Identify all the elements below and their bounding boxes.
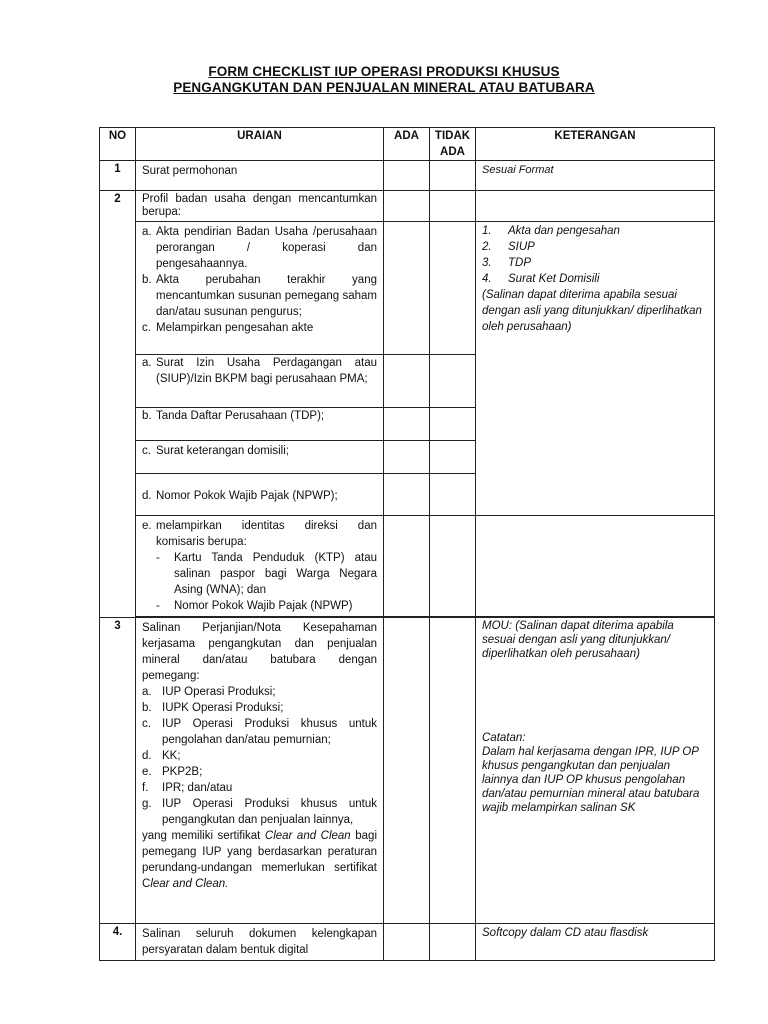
list-item bbox=[482, 223, 708, 239]
row3-tidak-ada-checkbox[interactable] bbox=[430, 618, 476, 924]
item-label: d. bbox=[142, 750, 152, 762]
row2-intro: Profil badan usaha dengan mencantumkan berupa: bbox=[136, 191, 384, 222]
row2-siup-tdp-cell bbox=[136, 355, 384, 441]
closing-italic: Clear and Clean bbox=[264, 830, 351, 842]
row3-catatan-text: Dalam hal kerjasama dengan IPR, IUP OP khusus pengangkutan dan penjualan lainnya dan IUP OP khusus pengolahan dan/atau pemurnian mineral atau batubara wajib melampirkan salinan SK bbox=[482, 746, 700, 814]
item-text: Surat Izin Usaha Perdagangan atau (SIUP)/Izin BKPM bagi perusahaan PMA; bbox=[156, 357, 377, 385]
list-item bbox=[482, 255, 708, 271]
item-label: b. bbox=[142, 274, 152, 286]
item-text: PKP2B; bbox=[162, 766, 203, 778]
header-no: NO bbox=[100, 128, 136, 161]
row1-ada-checkbox[interactable] bbox=[384, 161, 430, 191]
row1-keterangan: Sesuai Format bbox=[476, 161, 715, 191]
row2-domisili-tidak-ada-checkbox[interactable] bbox=[430, 441, 476, 474]
row2-npwp-tidak-ada-checkbox[interactable] bbox=[430, 474, 476, 516]
row2-direksi-tidak-ada-checkbox[interactable] bbox=[430, 516, 476, 617]
list-item bbox=[142, 488, 377, 504]
header-tidak-ada-2: ADA bbox=[440, 146, 465, 158]
dash-bullet: - bbox=[156, 552, 160, 564]
list-item bbox=[142, 700, 377, 716]
row3-intro: Salinan Perjanjian/Nota Kesepahaman kerjasama pengangkutan dan penjualan mineral dan/atau batubara dengan pemegang: bbox=[142, 622, 377, 682]
item-text: IPR; dan/atau bbox=[162, 782, 233, 794]
item-text: Nomor Pokok Wajib Pajak (NPWP); bbox=[156, 490, 338, 502]
item-text: Kartu Tanda Penduduk (KTP) atau salinan paspor bagi Warga Negara Asing (WNA); dan bbox=[174, 552, 377, 596]
item-label: g. bbox=[142, 798, 152, 810]
form-title-line1: FORM CHECKLIST IUP OPERASI PRODUKSI KHUSUS bbox=[208, 64, 560, 79]
item-text: Nomor Pokok Wajib Pajak (NPWP) bbox=[174, 600, 353, 612]
row2-intro-tidak-ada-checkbox[interactable] bbox=[430, 191, 476, 222]
item-text: IUP Operasi Produksi khusus untuk pengangkutan dan penjualan lainnya, bbox=[162, 798, 377, 826]
table-header-row bbox=[100, 128, 715, 161]
item-label: e. bbox=[142, 766, 152, 778]
row4-keterangan: Softcopy dalam CD atau flasdisk bbox=[476, 924, 715, 961]
header-tidak: TIDAK bbox=[434, 130, 471, 142]
row2-domisili-ada-checkbox[interactable] bbox=[384, 441, 430, 474]
row4-number: 4. bbox=[100, 924, 136, 961]
list-item bbox=[142, 408, 377, 424]
row2-direksi-keterangan bbox=[476, 516, 715, 617]
item-label: b. bbox=[142, 410, 152, 422]
row3-gap bbox=[482, 661, 708, 731]
header-uraian: URAIAN bbox=[136, 128, 384, 161]
item-text: Surat Ket Domisili bbox=[508, 273, 600, 285]
header-ada: ADA bbox=[384, 128, 430, 161]
item-label: c. bbox=[142, 445, 151, 457]
row3-closing bbox=[142, 828, 377, 892]
row2-direksi-ada-checkbox[interactable] bbox=[384, 516, 430, 617]
item-label: b. bbox=[142, 702, 152, 714]
list-item bbox=[142, 355, 377, 387]
header-keterangan: KETERANGAN bbox=[476, 128, 715, 161]
item-text: Surat keterangan domisili; bbox=[156, 445, 289, 457]
row3-ada-checkbox[interactable] bbox=[384, 618, 430, 924]
item-text: TDP bbox=[508, 257, 531, 269]
list-item bbox=[482, 239, 708, 255]
closing-text: bagi pemegang IUP yang berdasarkan peraturan perundang-undangan memerlukan sertifikat C bbox=[142, 830, 378, 890]
checklist-table bbox=[99, 127, 715, 961]
row2-number: 2 bbox=[100, 191, 136, 618]
list-item bbox=[142, 764, 377, 780]
form-title-line2: PENGANGKUTAN DAN PENJUALAN MINERAL ATAU BATUBARA bbox=[173, 80, 595, 95]
item-label: e. bbox=[142, 520, 152, 532]
row3-catatan-label: Catatan: bbox=[482, 732, 526, 744]
list-item bbox=[142, 320, 377, 336]
item-label: c. bbox=[142, 718, 151, 730]
row3-keterangan bbox=[476, 618, 715, 924]
table-row bbox=[100, 191, 715, 222]
list-item bbox=[142, 443, 377, 459]
row2-direksi-cell bbox=[136, 516, 384, 617]
row4-ada-checkbox[interactable] bbox=[384, 924, 430, 961]
item-text: Tanda Daftar Perusahaan (TDP); bbox=[156, 410, 325, 422]
item-label: c. bbox=[142, 322, 151, 334]
list-item bbox=[142, 684, 377, 700]
item-label: 3. bbox=[482, 257, 492, 269]
list-item bbox=[142, 598, 377, 614]
row1-uraian: Surat permohonan bbox=[136, 161, 384, 191]
row2-npwp-ada-checkbox[interactable] bbox=[384, 474, 430, 516]
item-label: 4. bbox=[482, 273, 492, 285]
row2-tdp-block bbox=[136, 408, 383, 424]
closing-italic: lear and Clean. bbox=[150, 878, 229, 890]
list-item bbox=[142, 780, 377, 796]
item-text: Akta pendirian Badan Usaha /perusahaan perorangan / koperasi dan pengesahaannya. bbox=[156, 226, 377, 270]
row2-keterangan bbox=[476, 222, 715, 516]
row3-uraian bbox=[136, 618, 384, 924]
row2-npwp-cell bbox=[136, 474, 384, 516]
closing-text: yang memiliki sertifikat bbox=[142, 830, 265, 842]
row2-akta-tidak-ada-checkbox[interactable] bbox=[430, 222, 476, 355]
row3-number: 3 bbox=[100, 618, 136, 924]
item-text: melampirkan identitas direksi dan komisaris berupa: bbox=[156, 520, 377, 548]
row2-akta-ada-checkbox[interactable] bbox=[384, 222, 430, 355]
table-row bbox=[100, 924, 715, 961]
item-text: KK; bbox=[162, 750, 181, 762]
row2-akta-cell bbox=[136, 222, 384, 355]
row1-tidak-ada-checkbox[interactable] bbox=[430, 161, 476, 191]
table-row bbox=[100, 516, 715, 617]
list-item bbox=[142, 550, 377, 598]
row3-mou: MOU: (Salinan dapat diterima apabila sesuai dengan asli yang ditunjukkan/ diperlihatkan oleh perusahaan) bbox=[482, 620, 674, 660]
list-item bbox=[142, 224, 377, 272]
row1-number: 1 bbox=[100, 161, 136, 191]
row2-siup-tidak-ada-checkbox[interactable] bbox=[430, 355, 475, 408]
item-label: 2. bbox=[482, 241, 492, 253]
item-text: Akta dan pengesahan bbox=[508, 225, 620, 237]
item-text: IUP Operasi Produksi khusus untuk pengolahan dan/atau pemurnian; bbox=[162, 718, 377, 746]
header-tidak-ada bbox=[430, 128, 476, 161]
row4-tidak-ada-checkbox[interactable] bbox=[430, 924, 476, 961]
row2-domisili-cell bbox=[136, 441, 384, 474]
item-label: a. bbox=[142, 226, 152, 238]
list-item bbox=[142, 518, 377, 550]
table-row bbox=[100, 618, 715, 924]
list-item bbox=[142, 796, 377, 828]
row2-intro-ada-checkbox[interactable] bbox=[384, 191, 430, 222]
list-item bbox=[142, 748, 377, 764]
table-row bbox=[100, 222, 715, 355]
table-row bbox=[100, 161, 715, 191]
item-label: a. bbox=[142, 686, 152, 698]
row4-uraian: Salinan seluruh dokumen kelengkapan persyaratan dalam bentuk digital bbox=[136, 924, 384, 961]
row2-siup-tidak-ada-cell bbox=[430, 355, 476, 441]
row2-intro-keterangan bbox=[476, 191, 715, 222]
row2-siup-block bbox=[136, 355, 383, 408]
row2-keterangan-note: (Salinan dapat diterima apabila sesuai dengan asli yang ditunjukkan/ diperlihatkan oleh perusahaan) bbox=[482, 289, 702, 333]
dash-bullet: - bbox=[156, 600, 160, 612]
list-item bbox=[142, 272, 377, 320]
row2-siup-ada-checkbox[interactable] bbox=[384, 355, 429, 408]
list-item bbox=[482, 271, 708, 287]
item-text: SIUP bbox=[508, 241, 535, 253]
list-item bbox=[142, 716, 377, 748]
item-label: 1. bbox=[482, 225, 492, 237]
item-label: a. bbox=[142, 357, 152, 369]
item-label: f. bbox=[142, 782, 149, 794]
item-text: Melampirkan pengesahan akte bbox=[156, 322, 314, 334]
item-text: IUPK Operasi Produksi; bbox=[162, 702, 284, 714]
item-text: IUP Operasi Produksi; bbox=[162, 686, 276, 698]
item-text: Akta perubahan terakhir yang mencantumkan susunan pemegang saham dan/atau susunan pengurus; bbox=[156, 274, 377, 318]
item-label: d. bbox=[142, 490, 152, 502]
row2-siup-ada-cell bbox=[384, 355, 430, 441]
